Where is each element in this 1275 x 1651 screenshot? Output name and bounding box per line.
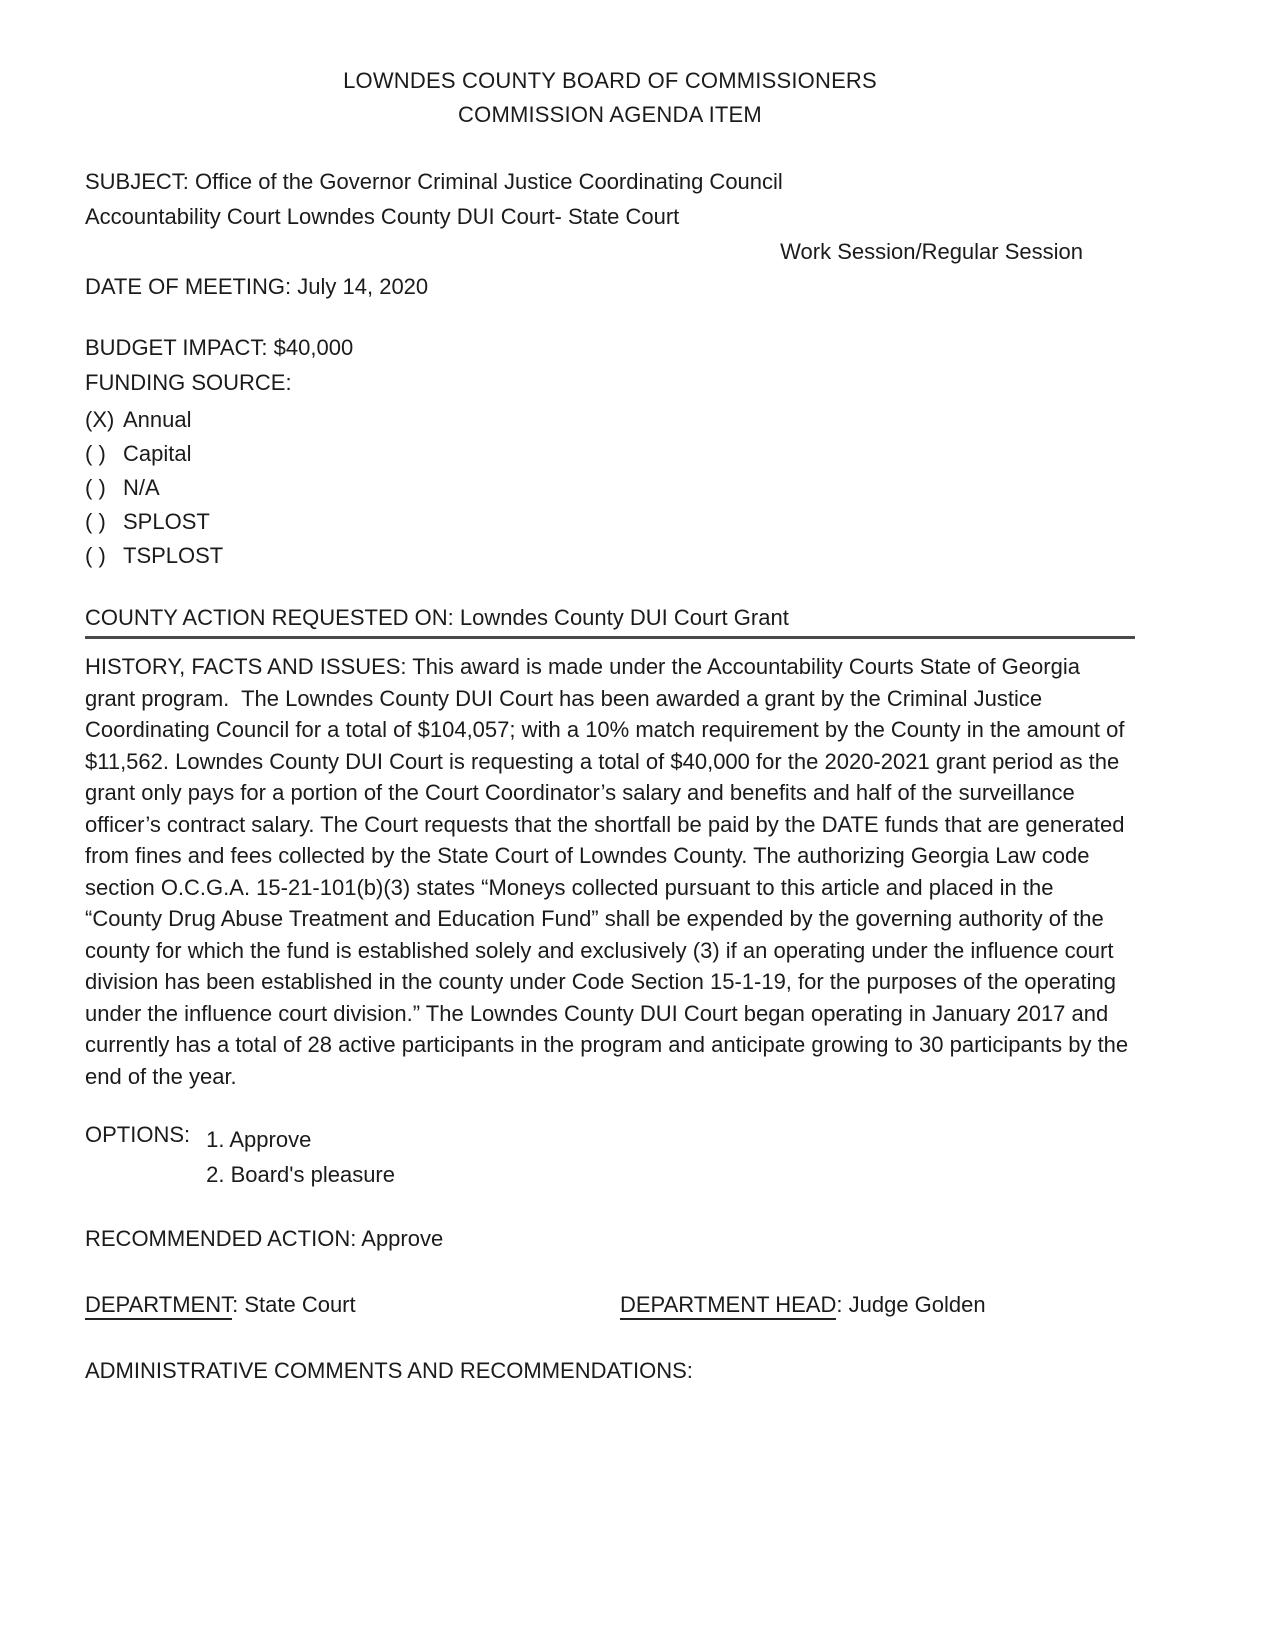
meeting-date-line — [85, 269, 1135, 304]
checkbox-mark-annual: (X) — [85, 407, 115, 432]
budget-section — [85, 330, 1135, 400]
option-item-boards-pleasure: 2. Board's pleasure — [206, 1162, 395, 1187]
options-section — [85, 1122, 1135, 1192]
funding-option-label: TSPLOST — [123, 543, 224, 568]
department-value: State Court — [244, 1292, 356, 1317]
checkbox-mark-na: ( ) — [85, 475, 106, 500]
county-action-label: COUNTY ACTION REQUESTED ON: — [85, 605, 454, 630]
recommended-action-label: RECOMMENDED ACTION: — [85, 1226, 357, 1251]
document-title-line1: LOWNDES COUNTY BOARD OF COMMISSIONERS — [343, 68, 877, 93]
budget-impact-label: BUDGET IMPACT: — [85, 335, 268, 360]
administrative-comments-label: ADMINISTRATIVE COMMENTS AND RECOMMENDATIONS: — [85, 1358, 693, 1383]
funding-option-capital — [85, 437, 1135, 471]
county-action-value: Lowndes County DUI Court Grant — [459, 605, 789, 630]
budget-impact-line — [85, 330, 1135, 365]
option-item-approve: 1. Approve — [206, 1127, 312, 1152]
meeting-date-value: July 14, 2020 — [297, 274, 429, 299]
funding-option-label: SPLOST — [123, 509, 210, 534]
history-text: This award is made under the Accountability Courts State of Georgia grant program. The Lowndes County DUI Court has been awarded a grant by the Criminal Justice Coordinating Council for a total of $104,057; with a 10% match requirement by the County in the amount of $11,562. Lowndes County DUI Court is requesting a total of $40,000 for the 2020-2021 grant period as the grant only pays for a portion of the Court Coordinator’s salary and benefits and half of the surveillance officer’s contract salary. The Court requests that the shortfall be paid by the DATE funds that are generated from fines and fees collected by the State Court of Lowndes County. The authorizing Georgia Law code section O.C.G.A. 15-21-101(b)(3) states “Moneys collected pursuant to this article and placed in the “County Drug Abuse Treatment and Education Fund” shall be expended by the governing authority of the county for which the fund is established solely and exclusively (3) if an operating under the influence court division has been established in the county under Code Section 15-1-19, for the purposes of the operating under the influence court division.” The Lowndes County DUI Court began operating in January 2017 and currently has a total of 28 active participants in the program and anticipate growing to 30 participants by the end of the year. — [85, 654, 1135, 1089]
funding-option-label: N/A — [123, 475, 160, 500]
recommended-action-line — [85, 1224, 1135, 1254]
county-action-line — [85, 605, 1135, 639]
department-head-line — [620, 1290, 986, 1320]
checkbox-mark-splost: ( ) — [85, 509, 106, 534]
subject-value-line1: Office of the Governor Criminal Justice Coordinating Council — [195, 169, 783, 194]
funding-options-list — [85, 403, 1135, 573]
department-line — [85, 1290, 620, 1320]
checkbox-mark-tsplost: ( ) — [85, 543, 106, 568]
department-row — [85, 1290, 1135, 1320]
funding-option-na — [85, 471, 1135, 505]
department-head-label: DEPARTMENT HEAD — [620, 1292, 836, 1320]
session-type-line: Work Session/Regular Session — [780, 239, 1083, 264]
department-label: DEPARTMENT — [85, 1292, 232, 1320]
funding-option-annual — [85, 403, 1135, 437]
department-head-value: Judge Golden — [848, 1292, 986, 1317]
subject-label: SUBJECT: — [85, 169, 189, 194]
history-facts-paragraph — [85, 651, 1135, 1092]
recommended-action-value: Approve — [361, 1226, 444, 1251]
funding-option-splost — [85, 505, 1135, 539]
checkbox-mark-capital: ( ) — [85, 441, 106, 466]
document-header — [85, 64, 1135, 132]
funding-source-label: FUNDING SOURCE: — [85, 370, 292, 395]
department-head-separator: : — [836, 1292, 843, 1317]
funding-option-label: Annual — [123, 407, 192, 432]
subject-value-line2: Accountability Court Lowndes County DUI Court- State Court — [85, 204, 680, 229]
meeting-date-label: DATE OF MEETING: — [85, 274, 292, 299]
history-label: HISTORY, FACTS AND ISSUES: — [85, 654, 407, 679]
subject-section — [85, 164, 1135, 234]
document-title-line2: COMMISSION AGENDA ITEM — [458, 102, 762, 127]
options-items — [206, 1122, 395, 1192]
budget-impact-value: $40,000 — [273, 335, 354, 360]
funding-option-label: Capital — [123, 441, 192, 466]
department-separator: : — [232, 1292, 239, 1317]
subject-line1 — [85, 164, 1135, 199]
options-label: OPTIONS: — [85, 1122, 191, 1147]
funding-option-tsplost — [85, 539, 1135, 573]
